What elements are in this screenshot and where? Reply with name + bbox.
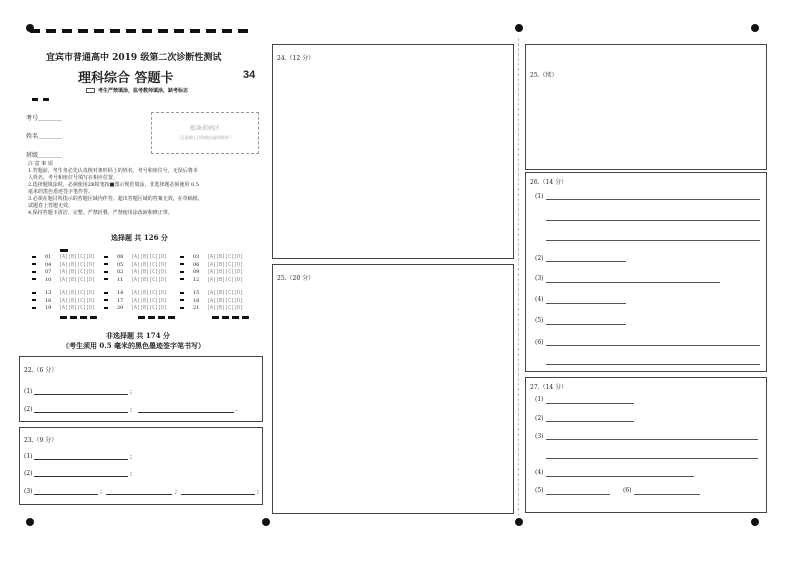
timing-strip xyxy=(30,29,252,33)
choice-item[interactable] xyxy=(104,290,167,296)
choice-item[interactable] xyxy=(32,298,95,304)
answer-bubbles[interactable]: [A][B][C][D] xyxy=(207,290,244,296)
timing-mark xyxy=(104,278,108,280)
question-number: 15 xyxy=(193,290,200,296)
answer-line[interactable] xyxy=(546,324,626,325)
answer-bubbles[interactable]: [A][B][C][D] xyxy=(131,261,168,268)
answer-line[interactable] xyxy=(138,412,234,413)
answer-bubbles[interactable]: [A][B][C][D] xyxy=(59,305,96,311)
choice-item[interactable] xyxy=(32,254,95,260)
choice-item[interactable] xyxy=(180,290,243,296)
choice-item[interactable] xyxy=(180,254,243,260)
part-label: (1) xyxy=(24,388,33,395)
separator: ; xyxy=(130,470,133,477)
timing-mark xyxy=(104,256,108,258)
question-number: 09 xyxy=(193,269,200,275)
separator: ; xyxy=(130,388,133,395)
choice-item[interactable] xyxy=(32,269,95,275)
exam-no-field[interactable]: 考号＿＿＿＿ xyxy=(26,115,63,122)
answer-line[interactable] xyxy=(634,494,700,495)
nonchoice-sub: （考生须用 0.5 毫米的黑色墨迹签字笔书写） xyxy=(62,341,206,350)
question-number: 03 xyxy=(193,254,200,260)
question-title: 26.（14 分） xyxy=(530,179,568,186)
page-title: 理科综合 答题卡 xyxy=(78,71,174,86)
timing-strip xyxy=(212,316,250,319)
answer-line[interactable] xyxy=(546,476,694,477)
separator: ; xyxy=(100,488,103,495)
choice-item[interactable] xyxy=(104,254,167,260)
timing-mark xyxy=(32,256,36,258)
instruction-line: 人姓名、考号和座位号填写在相应位置。 xyxy=(28,175,119,181)
instruction-line: 试题卷上答题无效。 xyxy=(28,203,74,209)
choice-item[interactable] xyxy=(104,305,167,311)
separator: ; xyxy=(175,488,178,495)
answer-line[interactable] xyxy=(34,459,128,460)
choice-item[interactable] xyxy=(180,262,243,268)
separator: ; xyxy=(257,488,260,495)
timing-mark xyxy=(180,278,184,280)
class-field[interactable]: 班级＿＿＿＿ xyxy=(26,152,63,159)
answer-bubbles[interactable]: [A][B][C][D] xyxy=(131,269,168,275)
answer-line[interactable] xyxy=(546,240,760,241)
question-number: 20 xyxy=(117,305,124,311)
timing-mark xyxy=(180,292,184,294)
choice-item[interactable] xyxy=(32,277,95,283)
answer-box-25[interactable] xyxy=(272,264,514,514)
timing-mark xyxy=(32,292,36,294)
timing-mark xyxy=(104,271,108,273)
choice-item[interactable] xyxy=(32,290,95,296)
question-number: 05 xyxy=(117,261,124,268)
instruction-line: 4.保持答题卡清洁、完整，严禁折叠，严禁使用涂改液和修正带。 xyxy=(28,210,173,216)
part-label: (4) xyxy=(535,296,544,303)
answer-line[interactable] xyxy=(546,282,720,283)
part-label: (1) xyxy=(535,396,544,403)
part-label: (2) xyxy=(535,415,544,422)
timing-mark xyxy=(180,256,184,258)
timing-mark xyxy=(60,249,68,252)
separator: ; xyxy=(130,406,133,413)
question-number: 21 xyxy=(193,305,200,311)
answer-bubbles[interactable]: [A][B][C][D] xyxy=(131,297,168,304)
answer-line[interactable] xyxy=(34,412,128,413)
header-marks xyxy=(32,89,50,108)
choice-item[interactable] xyxy=(104,262,167,268)
timing-mark xyxy=(104,299,108,301)
question-title: 27.（14 分） xyxy=(530,384,568,391)
registration-mark xyxy=(26,518,34,526)
answer-line[interactable] xyxy=(106,494,172,495)
choice-item[interactable] xyxy=(180,269,243,275)
end-mark: . xyxy=(236,406,238,413)
part-label: (6) xyxy=(623,487,632,494)
answer-box-24[interactable] xyxy=(272,44,514,259)
timing-mark xyxy=(32,278,36,280)
fold-line xyxy=(518,38,519,516)
answer-line[interactable] xyxy=(546,421,634,422)
choice-item[interactable] xyxy=(104,277,167,283)
answer-box-22[interactable] xyxy=(19,356,263,422)
choice-heading: 选择题 共 126 分 xyxy=(111,233,168,242)
answer-bubbles[interactable]: [A][B][C][D] xyxy=(59,261,96,268)
question-title: 25.（20 分） xyxy=(277,275,315,282)
answer-line[interactable] xyxy=(546,364,760,365)
question-number: 07 xyxy=(45,269,52,275)
answer-bubbles[interactable]: [A][B][C][D] xyxy=(59,254,96,260)
part-label: (6) xyxy=(535,339,544,346)
choice-item[interactable] xyxy=(180,277,243,283)
answer-line[interactable] xyxy=(34,476,128,477)
barcode-sub: （正面朝上切勿贴出虚线框外） xyxy=(177,135,233,140)
answer-bubbles[interactable]: [A][B][C][D] xyxy=(207,297,244,304)
answer-line[interactable] xyxy=(546,303,626,304)
timing-mark xyxy=(32,271,36,273)
part-label: (3) xyxy=(535,275,544,282)
answer-box-27[interactable] xyxy=(525,377,767,513)
answer-bubbles[interactable]: [A][B][C][D] xyxy=(59,297,96,304)
question-title: 23.（9 分） xyxy=(24,437,58,444)
question-number: 12 xyxy=(193,276,200,283)
question-number: 16 xyxy=(45,297,52,304)
question-number: 08 xyxy=(117,254,124,260)
barcode-label: 贴条形码区 xyxy=(189,125,220,132)
question-number: 02 xyxy=(117,269,124,275)
question-number: 14 xyxy=(117,290,124,296)
absent-notice: 考生严禁填涂，监考教师填涂，缺考标志 xyxy=(98,88,189,94)
choice-item[interactable] xyxy=(104,298,167,304)
name-field[interactable]: 姓名＿＿＿＿ xyxy=(26,133,63,140)
part-label: (1) xyxy=(24,453,33,460)
instruction-line: 3.必须在题目所指示的答题区域内作答，超出答题区域的答案无效，在草稿纸、 xyxy=(28,196,203,202)
question-number: 13 xyxy=(45,290,52,296)
answer-line[interactable] xyxy=(546,458,758,459)
registration-mark xyxy=(515,518,523,526)
answer-line[interactable] xyxy=(546,261,626,262)
question-number: 04 xyxy=(45,261,52,268)
part-label: (2) xyxy=(24,406,33,413)
answer-line[interactable] xyxy=(546,439,758,440)
timing-mark xyxy=(180,307,184,309)
timing-strip xyxy=(60,316,98,319)
registration-mark xyxy=(751,24,759,32)
answer-bubbles[interactable]: [A][B][C][D] xyxy=(207,269,244,275)
answer-bubbles[interactable]: [A][B][C][D] xyxy=(131,290,168,296)
answer-box-26[interactable] xyxy=(525,172,767,372)
part-label: (2) xyxy=(535,255,544,262)
answer-bubbles[interactable]: [A][B][C][D] xyxy=(207,305,244,311)
answer-bubbles[interactable]: [A][B][C][D] xyxy=(59,290,96,296)
choice-item[interactable] xyxy=(32,305,95,311)
question-title: 22.（6 分） xyxy=(24,367,58,374)
instruction-line: 2.选择题填涂时，必须使用2B铅笔按■图示规范填涂，非选择题必须使用 0.5 xyxy=(28,182,199,188)
timing-mark xyxy=(104,263,108,265)
answer-line[interactable] xyxy=(546,345,760,346)
part-label: (2) xyxy=(24,470,33,477)
answer-box-23[interactable] xyxy=(19,427,263,505)
question-number: 19 xyxy=(45,305,52,311)
registration-mark xyxy=(262,518,270,526)
question-number: 18 xyxy=(193,297,200,304)
part-label: (3) xyxy=(24,488,33,495)
timing-mark xyxy=(32,263,36,265)
timing-mark xyxy=(180,263,184,265)
answer-line[interactable] xyxy=(34,494,98,495)
registration-mark xyxy=(515,24,523,32)
part-label: (1) xyxy=(535,193,544,200)
timing-strip xyxy=(138,316,176,319)
answer-line[interactable] xyxy=(546,403,634,404)
instruction-line: 1.答题前，考生务必先认真核对条形码上的姓名、考号和座位号，无误后将本 xyxy=(28,168,198,174)
registration-mark xyxy=(751,518,759,526)
instructions-title: 注 意 事 项 xyxy=(28,161,53,167)
timing-mark xyxy=(104,307,108,309)
answer-bubbles[interactable]: [A][B][C][D] xyxy=(131,305,168,311)
choice-item[interactable] xyxy=(32,262,95,268)
part-label: (3) xyxy=(535,433,544,440)
instructions xyxy=(28,161,258,217)
barcode-area xyxy=(151,112,259,154)
answer-line[interactable] xyxy=(34,394,128,395)
exam-name: 宜宾市普通高中 2019 级第二次诊断性测试 xyxy=(46,53,222,63)
answer-box-25-continued[interactable] xyxy=(525,44,767,170)
answer-bubbles[interactable]: [A][B][C][D] xyxy=(59,269,96,275)
answer-bubbles[interactable]: [A][B][C][D] xyxy=(131,276,168,283)
answer-bubbles[interactable]: [A][B][C][D] xyxy=(59,276,96,283)
answer-bubbles[interactable]: [A][B][C][D] xyxy=(207,261,244,268)
timing-mark xyxy=(32,307,36,309)
question-number: 11 xyxy=(117,276,124,283)
answer-bubbles[interactable]: [A][B][C][D] xyxy=(131,254,168,260)
question-title: 25.（续） xyxy=(530,72,558,79)
page-number: 34 xyxy=(243,69,256,81)
timing-mark xyxy=(180,271,184,273)
timing-mark xyxy=(104,292,108,294)
question-number: 06 xyxy=(193,261,200,268)
question-number: 17 xyxy=(117,297,124,304)
separator: ; xyxy=(130,453,133,460)
answer-line[interactable] xyxy=(181,494,255,495)
part-label: (4) xyxy=(535,469,544,476)
choice-item[interactable] xyxy=(180,305,243,311)
timing-mark xyxy=(32,299,36,301)
part-label: (5) xyxy=(535,317,544,324)
instruction-line: 毫米的黑色墨迹签字笔作答。 xyxy=(28,189,94,195)
absent-checkbox[interactable] xyxy=(86,88,95,93)
answer-line[interactable] xyxy=(546,220,760,221)
timing-mark xyxy=(180,299,184,301)
answer-line[interactable] xyxy=(546,494,610,495)
nonchoice-heading: 非选择题 共 174 分 xyxy=(106,331,170,340)
choice-item[interactable] xyxy=(104,269,167,275)
question-title: 24.（12 分） xyxy=(277,55,315,62)
answer-line[interactable] xyxy=(546,199,760,200)
part-label: (5) xyxy=(535,487,544,494)
answer-bubbles[interactable]: [A][B][C][D] xyxy=(207,254,244,260)
choice-item[interactable] xyxy=(180,298,243,304)
question-number: 10 xyxy=(45,276,52,283)
answer-bubbles[interactable]: [A][B][C][D] xyxy=(207,276,244,283)
question-number: 01 xyxy=(45,254,52,260)
